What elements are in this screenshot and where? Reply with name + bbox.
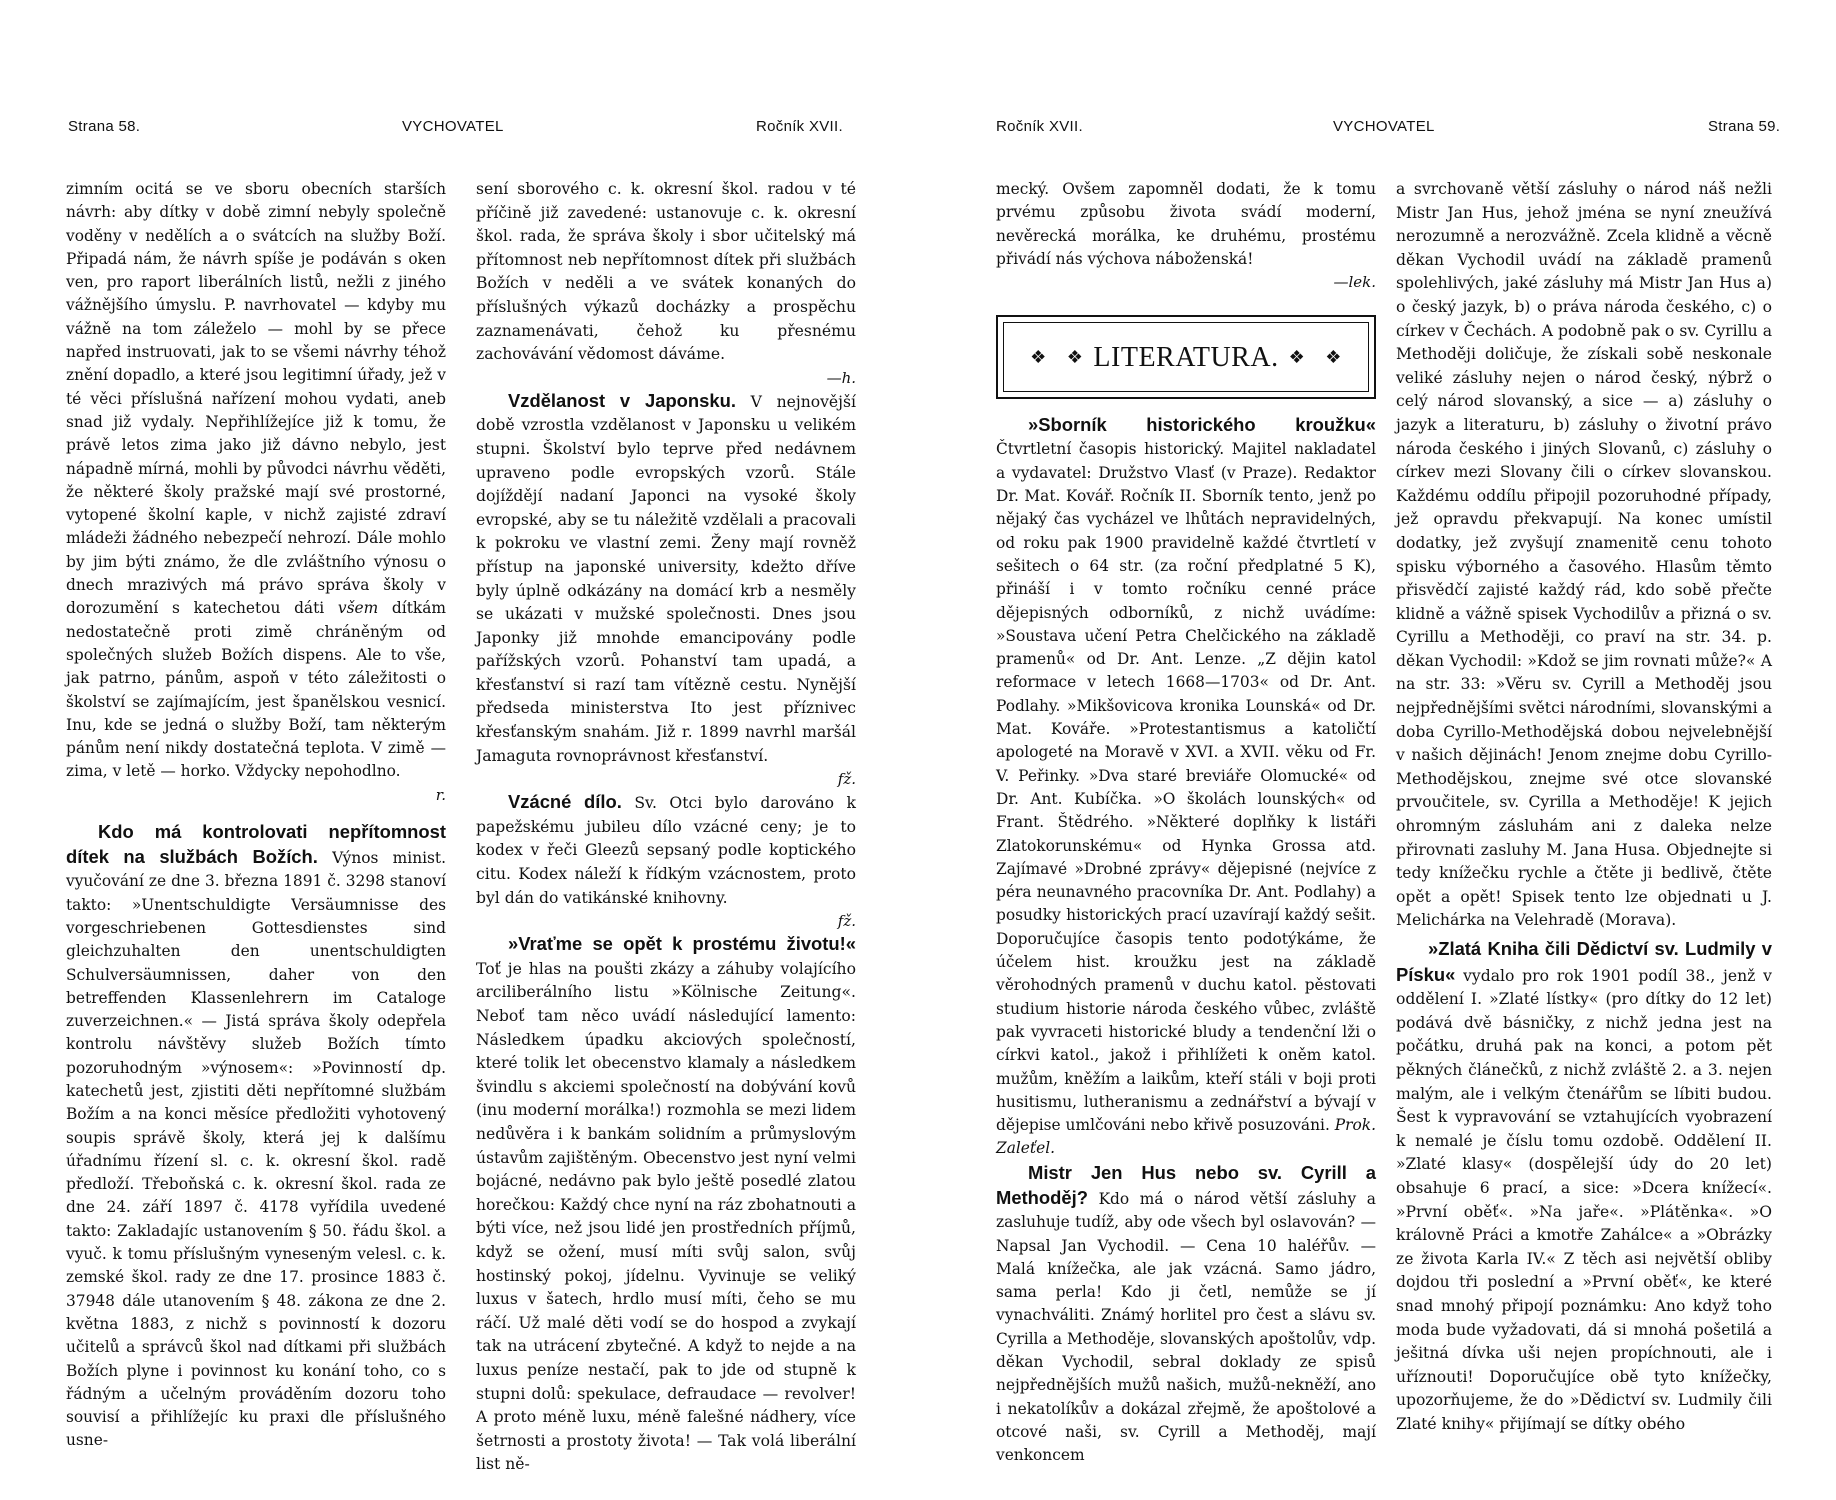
signature: Prok. Zaleťel. [996,1116,1376,1158]
ornament-icon: ❖ [1030,346,1047,367]
paragraph: sení sborového c. k. okresní škol. radou v té příčině již zavedené: ustanovuje c. k. okresní škol. rada, že správa školy i sbor učitelský má přítomnost neb nepřítomnost dítek při službách Božích v neděli a ve svátek konaných do příslušných výkazů docházky a prospěchu zaznamenávati, čehož ku přesnému zachovávání vědomost dáváme. [476,180,856,364]
left-column-2 [476,178,856,1477]
page-number: Strana 59. [1708,118,1781,135]
emphasis: všem [337,599,379,618]
ornament-icon: ❖ [1066,346,1084,367]
signature: r. [435,785,446,804]
left-column-1 [66,178,446,1453]
article-heading: Kdo má kontrolovati nepřítomnost dítek na službách Božích. [66,820,446,868]
ornament-icon: ❖ [1288,346,1306,367]
volume-label: Ročník XVII. [756,118,843,135]
volume-label: Ročník XVII. [996,118,1083,135]
journal-title: VYCHOVATEL [1333,118,1435,135]
paragraph: mecký. Ovšem zapomněl dodati, že k tomu prvému způsobu života svádí moderní, nevěrecká morálka, ke druhému, prostému přivádí nás výchova náboženská! [996,180,1376,268]
section-title: LITERATURA. [1093,341,1279,373]
paragraph: zimním ocitá se ve sboru obecních starších návrh: aby dítky v době zimní nebyly společně voděny v nedělích a o svátcích na služby Boží. Připadá nám, že návrh spíše je podáván s oken ven, pro raport liberálních listů, nežli z jiného vážnějšího úmyslu. P. navrhovatel — kdyby mu vážně na tom záleželo — mohl by se přece napřed instruovati, jak to se všemi návrhy téhož znění dopadlo, a které jsou legitimní úřady, jež v té věci příslušná nařízení mohou vydati, aneb snad již vydaly. Nepřihlížejíce již k tomu, že právě letos zima jako již dávno nebylo, jest nápadně mírná, mohli by původci návrhu věděti, že některé školy pražské mají své prostorné, vytopené školní kaple, v nichž zajisté zdraví mládeži žádného nebezpečí nehrozí. Dále mohlo by jim býti známo, že dle zvláštního výnosu o dnech mrazivých má právo správa školy v dorozumění s katechetou dáti všem dítkám nedostatečně proti zimě chráněným od společných služeb Božích dispens. Ale to vše, jak patrno, pánům, aspoň v této záležitosti o školství se zajímajícím, jest španělskou vesnicí. Inu, kde se jedná o služby Boží, tam některým pánům není nikdy dostatečná teplota. V zimě — zima, v letě — horko. Vždycky nepohodlno. [66,180,446,781]
ornament-icon: ❖ [1325,346,1342,367]
article-heading: Vzácné dílo. [508,791,622,813]
right-page [918,0,1836,1500]
section-title-box [996,315,1376,399]
signature: —h. [826,368,856,387]
page-number: Strana 58. [68,118,141,135]
article-heading: »Zlatá Kniha čili Dědictví sv. Ludmily v Písku« [1396,938,1772,985]
article-heading: »Vraťme se opět k prostému životu!« [508,933,856,955]
right-column-1 [996,178,1376,1468]
article: »Vraťme se opět k prostému životu!« Toť je hlas na poušti zkázy a záhuby volajícího arciliberálního listu »Kölnische Zeitung«. Neboť tam něco uvádí následující lamento: Následkem úpadku akciových společností, které tolik let obecenstvo klamaly a následkem švindlu s akciemi společností na dobývání kovů (inu moderní morálka!) rozmohla se mezi lidem nedůvěra i k bankám solidním a průmyslovým ústavům zajištěným. Obecenstvo jest nyní velmi bojácné, nedávno pak bylo ještě posedlé zlatou horečkou: Každý chce nyní na ráz zbohatnouti a býti více, než jsou lidé jen prostředních příjmů, když se ožení, musí míti svůj salon, svůj hostinský pokoj, jídelnu. Vyvinuje se veliký luxus v šatech, hrdlo musí míti, čeho se mu ráčí. Už malé děti vodí se do hospod a zvykají tak na utrácení zbytečné. A když to nejde a na luxus peníze nestačí, pak to jde od stupně k stupni dolů: spekulace, defraudace — revolver! A proto méně luxu, méně falešné nádhery, více šetrnosti a prostoty života! — Tak volá liberální list ně- [476,933,856,1474]
article-heading: Vzdělanost v Japonsku. [508,389,736,411]
article-heading: »Sborník historického kroužku« [1028,414,1376,436]
signature: —lek. [1333,273,1376,292]
paragraph: a svrchovaně větší zásluhy o národ náš nežli Mistr Jan Hus, jehož jména se nyní zneužívá nerozumně a nerozvážně. Zcela klidně a věcně děkan Vychodil uvádí na základě pramenů spolehlivých, jaké zásluhy má Mistr Jan Hus a) o český jazyk, b) o práva národa českého, c) o církev v Čechách. A podobně pak o sv. Cyrillu a Methoději doličuje, že získali sobě neskonale veliké zásluhy nejen o národ český, nýbrž o celý národ slovanský, a sice — a) zásluhy o jazyk a literaturu, b) zásluhy o životní právo národa českého i jiných Slovanů, c) zásluhy o církev mezi Slovany čili o církev slovanskou. Každému oddílu připojil pozoruhodné případy, jež opravdu překvapují. Na konec umístil dodatky, jež zvyšují znamenitě cenu tohoto spisku výborného a časového. Hlasům těmto přisvědčí zajisté každý rád, kdo sobě přečte klidně a vážně spisek Vychodilův a přizná o sv. Cyrillu a Methoději, co praví na str. 34. p. děkan Vychodil: »Kdož se jim rovnati může?« A na str. 33: »Věru sv. Cyrill a Methoděj jsou nejpřednějšími světci národními, slovanskými a doba Cyrillo-Methodějská dobou nejvelebnější v našich dějinách! Jenom znejme dobu Cyrillo-Methodějskou, znejme své otce slovanské prvoučitele, sv. Cyrilla a Methoděje! K jejich ohromným zásluhám ani z daleka nelze přirovnati zasluhy M. Jana Husa. Objednejte si tedy knížečku rychle a čtěte ji bedlivě, čtěte opět a opět! Spisek tento lze objednati u J. Melichárka na Velehradě (Morava). [1396,180,1772,930]
article: »Sborník historického kroužku« Čtvrtletní časopis historický. Majitel nakladatel a vydavatel: Družstvo Vlasť (v Praze). Redaktor Dr. Mat. Kovář. Ročník II. Sborník tento, jenž po nějaký čas vycházel ve lhůtách nepravidelných, od roku pak 1900 pravidelně každé čtvrtletí v sešitech o 64 str. (za roční předplatné 5 K), přináší i v tomto ročníku cenné práce dějepisných odborníků, z nichž uvádíme: »Soustava učení Petra Chelčického na základě pramenů« od Dr. Ant. Lenze. „Z dějin katol reformace v letech 1668—1703« od Dr. Ant. Podlahy. »Mikšovicova kronika Lounská« od Dr. Mat. Kováře. »Protestantismus a katoličtí apologeté na Moravě v XVI. a XVII. věku od Fr. V. Peřinky. »Dva staré breviáře Olomucké« od Dr. Ant. Kubíčka. »O školách lounských« od Frant. Štědrého. »Některé doplňky k listáři Zlatokorunskému« od Hynka Grossa atd. Zajímavé »Drobné zprávy« dějepisné (nejvíce z péra neunavného pracovníka Dr. Ant. Podlahy) a posudky historických prací uzavírají každý sešit. Doporučujíce časopis tento podotýkáme, že účelem hist. kroužku jest na základě věrohodných pramenů v duchu katol. pěstovati studium historie národa českého vůbec, zvláště pak vyvraceti historické bludy a tendenční lži o církvi katol., jakož i přihlížeti k oněm katol. mužům, kněžím a laikům, kteří stáli v boji proti husitismu, lutheranismu a zednářství a bývají v dějepise umlčováni nebo křivě posuzováni. Prok. Zaleťel. [996,414,1376,1158]
article: Mistr Jen Hus nebo sv. Cyrill a Methoděj? Kdo má o národ větší zásluhy a zasluhuje tudíž, aby ode všech byl oslavován? — Napsal Jan Vychodil. — Cena 10 haléřův. — Malá knížečka, ale jak vzácná. Samo jádro, sama perla! Kdo ji četl, nemůže se jí vynachváliti. Známý horlitel pro čest a slávu sv. Cyrilla a Methoděje, slovanských apoštolův, vdp. děkan Vychodil, sebral doklady ze spisů nejpřednějších mužů našich, mužů-nekněží, ano i nekatolíkův a dokázal zřejmě, že apoštolové a otcové naši, sv. Cyrill a Methoděj, mají venkoncem [996,1161,1376,1465]
right-column-2 [1396,178,1772,1436]
journal-title: VYCHOVATEL [402,118,504,135]
signature: fž. [837,770,856,789]
article: Vzdělanost v Japonsku. V nejnovější době vzrostla vzdělanost v Japonsku u velikém stupni. Školství bylo teprve před nedávnem upraveno podle evropských vzorů. Stále dojíždějí nadaní Japonci na vysoké školy evropské, aby se tu náležitě vzdělali a pracovali k pokroku ve vlastní zemi. Ženy mají rovněž přístup na japonské university, kdežto dříve byly úplně odkázány na domácí krb a nesměly se ukázati v mužské společnosti. Dnes jsou Japonky již mnohde emancipovány podle pařížských vzorů. Pohanství tam upadá, a křesťanství si razí tam vítězně cestu. Nynější předseda ministerstva Ito jest příznivec křesťanským snahám. Již r. 1899 navrhl maršál Jamaguta rovnoprávnost křesťanství. [476,389,856,765]
article: Kdo má kontrolovati nepřítomnost dítek na službách Božích. Výnos minist. vyučování ze dne 3. března 1891 č. 3298 stanoví takto: »Unentschuldigte Versäumnisse des vorgeschriebenen Gottesdienstes sind gleichzuhalten den unentschuldigten Schulversäumnissen, daher von den betreffenden Klassenlehrern im Cataloge zuverzeichnen.« — Jistá správa školy odepřela kontrolu návštěvy služeb Božích tímto pozoruhodným »výnosem«: »Povinností dp. katechetů jest, zjistiti děti nepřítomné službám Božím a na konci měsíce předložiti vyhotovený soupis správě školy, která jej k dalšímu úřadnímu řízení sl. c. k. okresní škol. radě předloží. Třeboňská c. k. okresní škol. rada ze dne 24. září 1897 č. 4178 vyřídila uvedené takto: Zakladajíc ustanovením § 50. řádu škol. a vyuč. k tomu příslušným vyneseným velesl. c. k. zemské škol. rady ze dne 17. prosince 1883 č. 37948 dále utanovením § 48. zákona ze dne 2. května 1883, z nichž s povinností k dozoru učitelů a správců škol nad dítkami při službách Božích plyne i povinnost ku konání toho, co s řádným a učelným prováděním dozoru toho souvisí a přihlížejíc ku praxi dle příslušného usne- [66,820,446,1450]
article: »Zlatá Kniha čili Dědictví sv. Ludmily v Písku« vydalo pro rok 1901 podíl 38., jenž v oddělení I. »Zlaté lístky« (pro dítky do 12 let) podává dvě básničky, z nichž jedna jest na počátku, druhá pak na konci, a potom pět pěkných článečků, z nichž zvláště 2. a 3. nejen malým, ale i velkým čtenářům se líbiti budou. Šest k vypravování se vztahujících vyobrazení k nemalé je číslu tomu ozdobě. Oddělení II. »Zlaté klasy« (dospělejší údy do 20 let) obsahuje 6 prací, a sice: »Dcera knížecí«. »První oběť«. »Na jaře«. »Plátěnka«. »O královně Práci a kmotře Zahálce« a »Obrázky ze života Karla IV.« Z těch asi největší obliby dojdou tři poslední a »První oběť«, ke které snad mnohý připojí poznámku: Ano když toho moda bude vyžadovati, dá si mnohá pošetilá a ješitná dívka uši nejen propíchnouti, ale i uříznouti! Doporučujíce obě tyto knížečky, upozorňujeme, že do »Dědictví sv. Ludmily čili Zlaté knihy« přijímají se dítky obého [1396,938,1772,1433]
article-heading: Mistr Jen Hus nebo sv. Cyrill a Methoděj? [996,1161,1376,1208]
signature: fž. [837,912,856,931]
article: Vzácné dílo. Sv. Otci bylo darováno k papežskému jubileu dílo vzácné ceny; je to kodex v řeči Gleezů sepsaný podle koptického citu. Kodex náleží k řídkým vzácnostem, proto byl dán do vatikánské knihovny. [476,791,856,907]
